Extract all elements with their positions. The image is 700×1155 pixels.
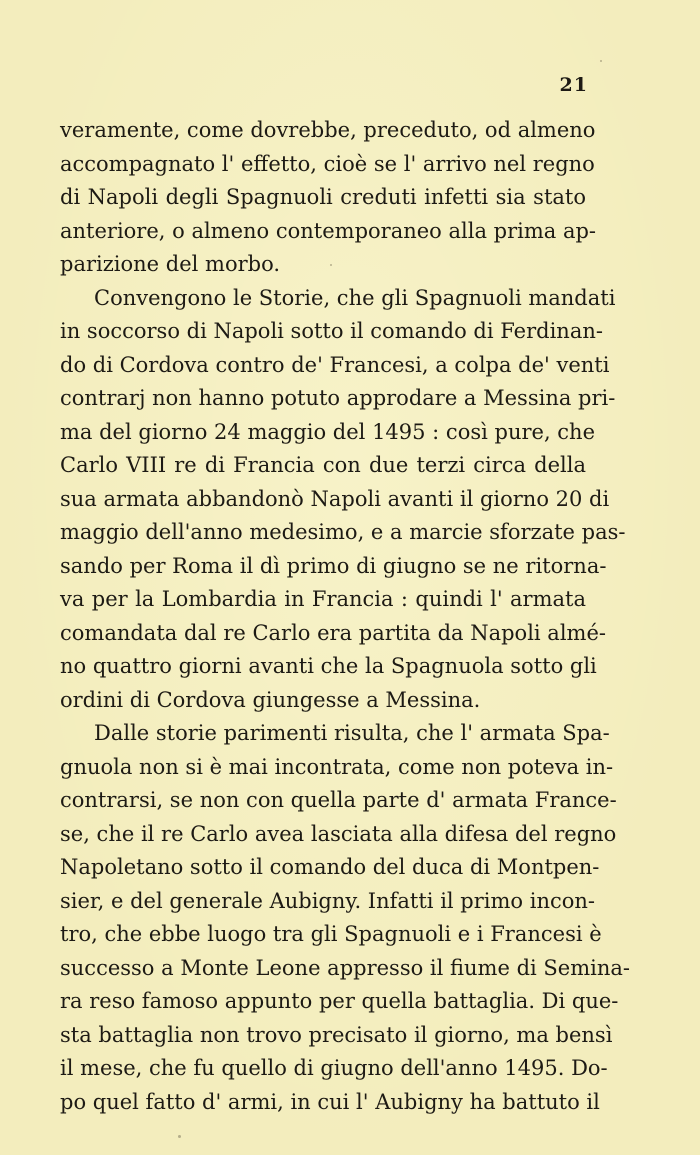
text-line: do di Cordova contro de' Francesi, a colpa de' venti	[60, 352, 610, 377]
text-line: contrarsi, se non con quella parte d' armata France-	[60, 788, 617, 812]
text-line: no quattro giorni avanti che la Spagnuola sotto gli	[60, 654, 597, 678]
text-line: ma del giorno 24 maggio del 1495 : così pure, che	[60, 419, 596, 444]
text-line: sua armata abbandonò Napoli avanti il giorno 20 di	[60, 486, 610, 511]
text-line: tro, che ebbe luogo tra gli Spagnuoli e i Francesi è	[60, 922, 602, 946]
paper-speck	[178, 1135, 181, 1138]
text-line: il mese, che fu quello di giugno dell'anno 1495. Do-	[60, 1056, 608, 1080]
text-line: po quel fatto d' armi, in cui l' Aubigny ha battuto il	[60, 1089, 600, 1114]
text-line: di Napoli degli Spagnuoli creduti infetti sia stato	[60, 185, 586, 209]
text-line: Carlo VIII re di Francia con due terzi circa della	[60, 453, 586, 477]
text-line: sier, e del generale Aubigny. Infatti il primo incon-	[60, 888, 595, 913]
body-text	[60, 114, 630, 1119]
text-line: in soccorso di Napoli sotto il comando di Ferdinan-	[60, 319, 603, 343]
paper-speck	[330, 264, 332, 266]
text-line: Convengono le Storie, che gli Spagnuoli mandati	[94, 285, 616, 310]
paper-speck	[600, 60, 602, 62]
text-line: comandata dal re Carlo era partita da Napoli almé-	[60, 620, 606, 645]
text-line: ordini di Cordova giungesse a Messina.	[60, 687, 481, 712]
text-line: successo a Monte Leone appresso il fiume di Semina-	[60, 955, 630, 980]
text-line: parizione del morbo.	[60, 252, 281, 276]
text-line: Napoletano sotto il comando del duca di Montpen-	[60, 855, 600, 879]
text-line: contrarj non hanno potuto approdare a Messina pri-	[60, 386, 616, 410]
paragraph	[60, 717, 630, 1119]
text-line: gnuola non si è mai incontrata, come non poteva in-	[60, 754, 614, 779]
text-line: ra reso famoso appunto per quella battaglia. Di que-	[60, 989, 619, 1013]
text-line: veramente, come dovrebbe, preceduto, od almeno	[60, 118, 596, 142]
paragraph	[60, 282, 626, 718]
text-line: sando per Roma il dì primo di giugno se ne ritorna-	[60, 553, 607, 578]
text-line: Dalle storie parimenti risulta, che l' armata Spa-	[94, 721, 610, 745]
text-line: accompagnato l' effetto, cioè se l' arrivo nel regno	[60, 151, 595, 176]
text-line: se, che il re Carlo avea lasciata alla difesa del regno	[60, 821, 617, 846]
paragraph	[60, 114, 597, 282]
text-line: maggio dell'anno medesimo, e a marcie sforzate pas-	[60, 520, 626, 544]
text-line: anteriore, o almeno contemporaneo alla prima ap-	[60, 218, 597, 243]
page-number: 21	[559, 74, 588, 96]
text-line: va per la Lombardia in Francia : quindi l' armata	[60, 587, 586, 611]
text-line: sta battaglia non trovo precisato il giorno, ma bensì	[60, 1022, 613, 1047]
